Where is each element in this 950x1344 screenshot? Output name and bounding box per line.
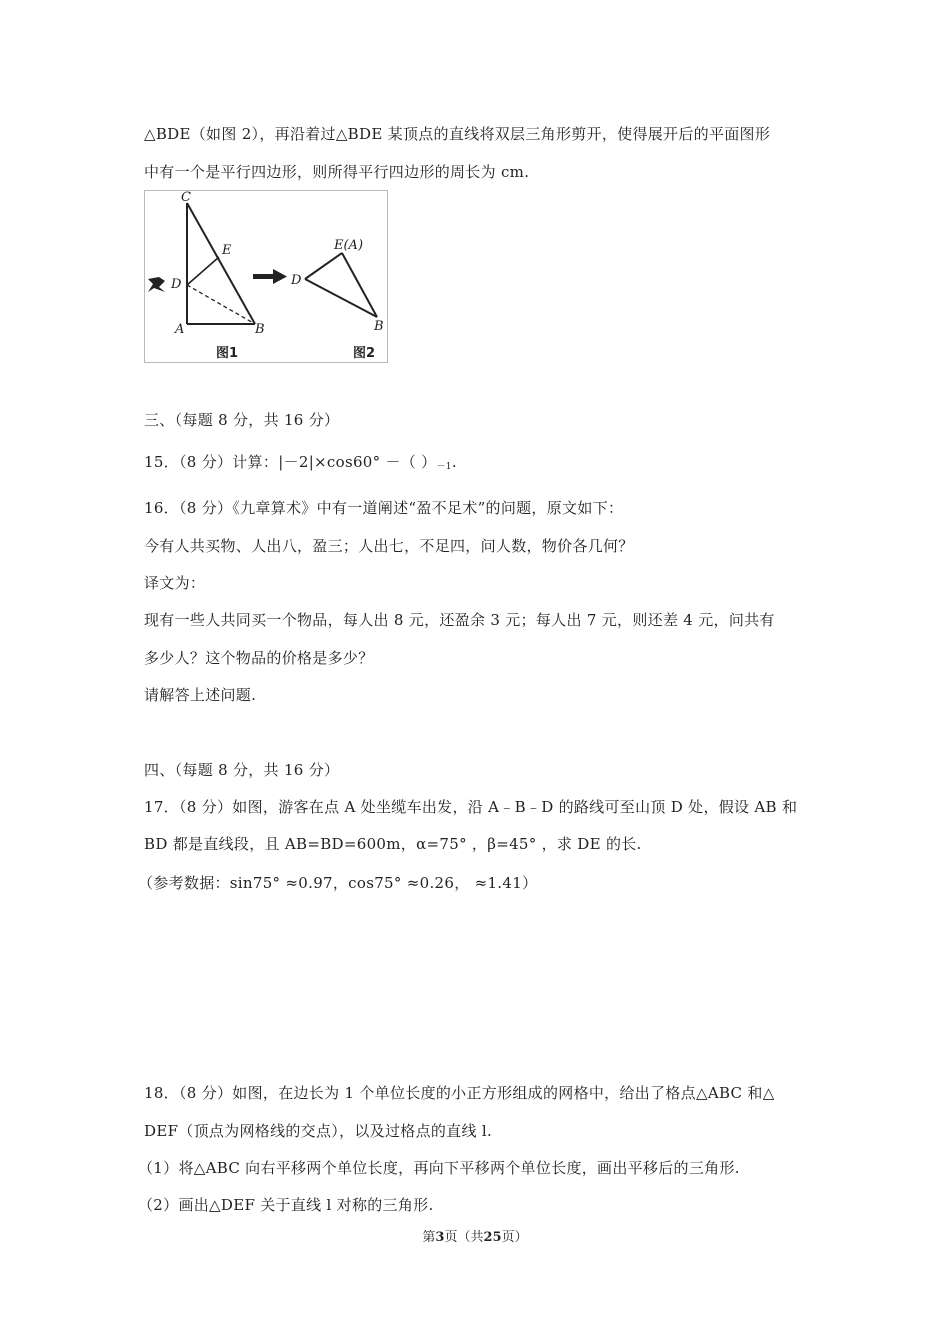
- q14-line-1: △BDE（如图 2），再沿着过△BDE 某顶点的直线将双层三角形剪开，使得展开后的平面图形: [144, 125, 771, 143]
- label-B2: B: [374, 319, 384, 334]
- q18-line-4: （2）画出△DEF 关于直线 l 对称的三角形.: [138, 1196, 434, 1214]
- footer-prefix: 第: [422, 1230, 436, 1245]
- label-D2: D: [291, 273, 302, 288]
- q15-exponent: －1: [436, 462, 452, 472]
- label-EA: E(A): [334, 238, 364, 253]
- q15-end: .: [451, 453, 457, 471]
- label-A: A: [175, 322, 185, 337]
- arrow-icon: [253, 269, 287, 284]
- footer-total-pages: 25: [483, 1230, 502, 1245]
- q16-line-4: 现有一些人共同买一个物品，每人出 8 元，还盈余 3 元；每人出 7 元，则还差 4 元，问共有: [144, 611, 775, 629]
- footer-mid: 页（共: [444, 1230, 484, 1245]
- q17-line-1: 17．（8 分）如图，游客在点 A 处坐缆车出发，沿 A﹣B﹣D 的路线可至山顶 D 处，假设 AB 和: [144, 798, 798, 816]
- q18-line-3: （1）将△ABC 向右平移两个单位长度，再向下平移两个单位长度，画出平移后的三角形.: [138, 1159, 740, 1177]
- label-B: B: [255, 322, 265, 337]
- label-D: D: [171, 277, 182, 292]
- figure-drawing: [145, 191, 389, 364]
- page-footer: [0, 1226, 950, 1245]
- figure2-triangle: [305, 253, 377, 317]
- q15-text: 15．（8 分）计算：|－2|×cos60° －（ ）: [144, 453, 437, 471]
- q16-line-6: 请解答上述问题.: [144, 686, 257, 704]
- q18-line-1: 18．（8 分）如图，在边长为 1 个单位长度的小正方形组成的网格中，给出了格点△ABC 和△: [144, 1084, 775, 1102]
- q16-line-3: 译文为：: [144, 574, 206, 592]
- q16-line-2: 今有人共买物、人出八，盈三；人出七，不足四，问人数，物价各几何？: [144, 537, 634, 555]
- footer-page-number: 3: [435, 1230, 445, 1245]
- figure1-triangle: [187, 203, 255, 324]
- q16-line-5: 多少人？这个物品的价格是多少？: [144, 649, 374, 667]
- q17-line-3: （参考数据：sin75° ≈0.97，cos75° ≈0.26， ≈1.41）: [138, 874, 538, 892]
- q14-line-2: 中有一个是平行四边形，则所得平行四边形的周长为 cm.: [144, 163, 530, 181]
- scissors-icon: [148, 277, 165, 292]
- footer-suffix: 页）: [501, 1230, 528, 1245]
- q16-line-1: 16．（8 分）《九章算术》中有一道阐述“盈不足术”的问题，原文如下：: [144, 499, 624, 517]
- section-4-title: 四、（每题 8 分，共 16 分）: [144, 761, 340, 779]
- label-C: C: [181, 191, 191, 205]
- q18-line-2: DEF（顶点为网格线的交点），以及过格点的直线 l.: [144, 1122, 493, 1140]
- q15-line: [144, 452, 457, 477]
- section-3-title: 三、（每题 8 分，共 16 分）: [144, 411, 340, 429]
- caption-figure-1: 图1: [216, 346, 239, 361]
- q17-line-2: BD 都是直线段，且 AB=BD=600m，α=75° ，β=45° ，求 DE 的长.: [144, 835, 642, 853]
- caption-figure-2: 图2: [353, 346, 376, 361]
- label-E: E: [222, 243, 232, 258]
- folding-triangle-figure: [144, 190, 388, 363]
